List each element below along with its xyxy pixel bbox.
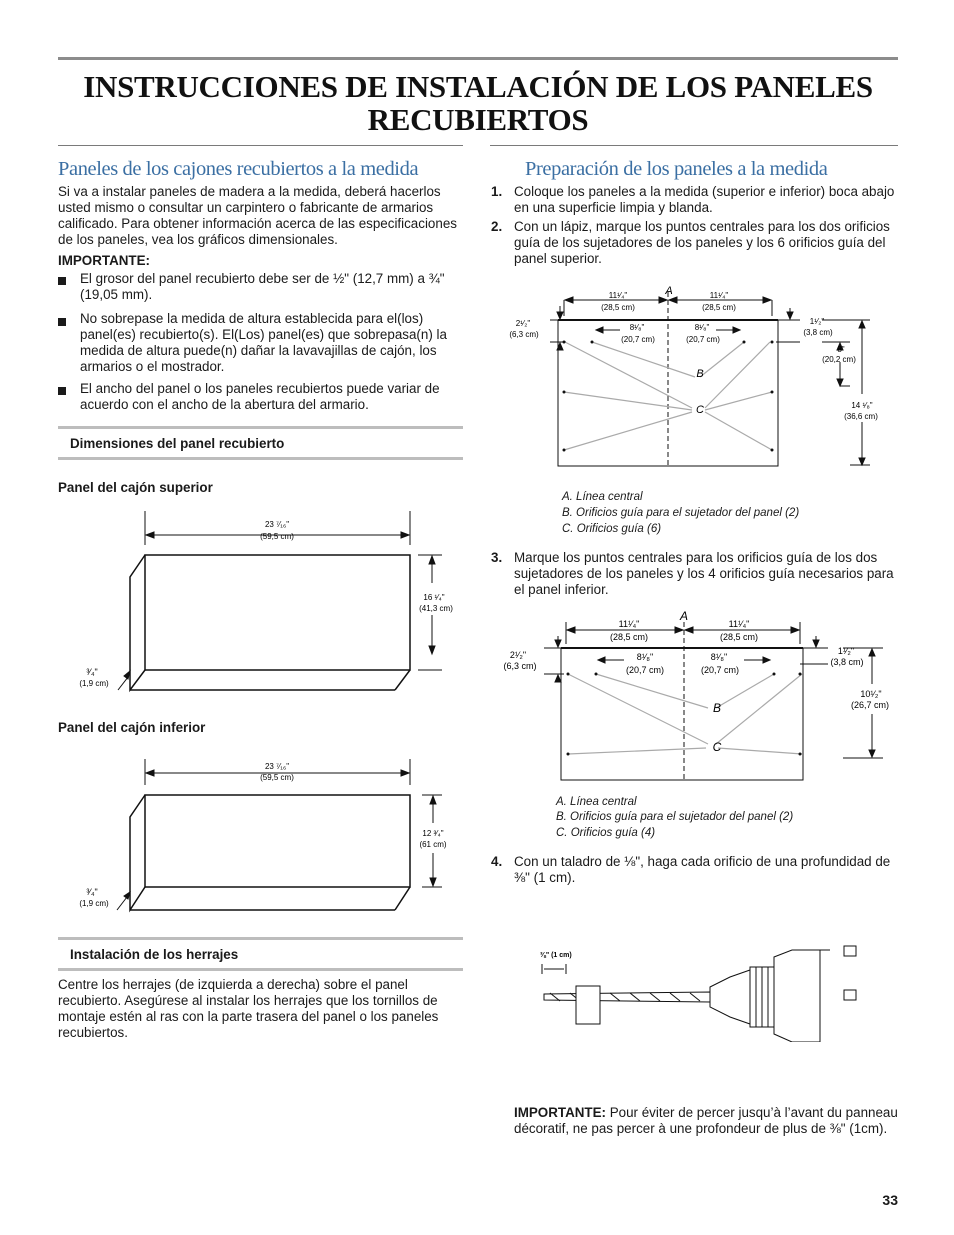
step-text: Coloque los paneles a la medida (superior e inferior) boca abajo en una superficie limpia y blanda. [514,184,895,215]
bullet-item: No sobrepase la medida de altura establecida para el(los) panel(es) recubierto(s). El(Los) panel(es) que sobrepasa(n) la medida de altura puede(n) dañar la lavavajillas de cajón, los armarios o el mostrador. [80,311,447,374]
left-heading-rule [58,145,463,146]
legend-item: A. Línea central [562,491,643,503]
d1-left-cm: (6,3 cm) [509,330,539,339]
lower-panel-diagram [70,755,470,925]
important-note [514,1105,898,1137]
d2-inner-right-cm: (20,7 cm) [700,665,740,675]
dimensions-subheading: Dimensiones del panel recubierto [70,436,285,451]
d2-right-cm: (3,8 cm) [830,657,864,667]
step-number: 3. [491,550,503,565]
upper-height-in: 16 ¹⁄₄" [423,593,445,602]
dimensions-subheading-band [58,426,463,460]
d2-label-c: C [712,740,722,754]
top-rule [58,57,898,60]
d1-right-cm: (3,8 cm) [803,328,833,337]
upper-panel-label: Panel del cajón superior [58,480,213,495]
d2-inner-left-cm: (20,7 cm) [625,665,665,675]
step-text: Con un taladro de ⅛", haga cada orificio de una profundidad de ⅜" (1 cm). [514,854,891,885]
bullet-item: El ancho del panel o los paneles recubiertos puede variar de acuerdo con el ancho de la abertura del armario. [80,381,440,412]
drill-depth-label: ⅜" (1 cm) [540,952,572,959]
d1-inner-left-cm: (20,7 cm) [621,335,655,344]
step-text: Marque los puntos centrales para los orificios guía de los dos sujetadores de los paneles y los 4 orificios guía necesarios para el panel inferior. [514,550,894,597]
lower-holes-diagram [498,608,896,784]
important-note-label: IMPORTANTE: [514,1105,606,1120]
lower-width-in: 23 ⁷⁄₁₆" [264,762,290,771]
important-note-text: Pour éviter de percer jusqu’à l’avant du panneau décoratif, ne pas percer à une profondeur de plus de ⅜" (1cm). [514,1105,898,1136]
d1-inner-left-in: 8¹⁄₈" [629,323,645,332]
d2-inner-right-in: 8¹⁄₈" [710,652,728,662]
legend-item: A. Línea central [556,796,637,808]
d2-label-a: A [679,609,689,623]
legend-item: C. Orificios guía (6) [562,523,662,535]
bullet-marker [58,318,66,326]
d1-inner-right-in: 8¹⁄₈" [694,323,710,332]
page-title: INSTRUCCIONES DE INSTALACIÓN DE LOS PANELES RECUBIERTOS [83,69,873,137]
d2-tall-cm: (26,7 cm) [850,700,890,710]
legend-item: B. Orificios guía para el sujetador del panel (2) [556,811,794,823]
d2-left-cm: (6,3 cm) [503,661,537,671]
legend-item: C. Orificios guía (4) [556,827,656,839]
d2-left-in: 2¹⁄₂" [509,650,527,660]
d1-half-right-in: 11¹⁄₄" [709,291,729,300]
intro-paragraph: Si va a instalar paneles de madera a la medida, deberá hacerlos usted mismo o consultar un carpintero o fabricante de armarios calificado. Para obtener información acerca de las especificaciones de los paneles, vea los gráficos dimensionales. [58,184,457,247]
step-number: 2. [491,219,503,234]
step-number: 4. [491,854,503,869]
d1-right-in: 1¹⁄₂" [809,317,825,326]
d2-half-right-cm: (28,5 cm) [719,632,759,642]
d2-right-in: 1¹⁄₂" [837,646,855,656]
right-section-heading: Preparación de los paneles a la medida [525,158,828,180]
d1-label-a: A [665,285,673,297]
upper-width-cm: (59,5 cm) [260,532,294,541]
upper-thick-cm: (1,9 cm) [79,679,109,688]
d1-inner-right-cm: (20,7 cm) [686,335,720,344]
d1-label-c: C [696,404,704,416]
lower-width-cm: (59,5 cm) [260,773,294,782]
hardware-subheading-band [58,937,463,971]
right-heading-rule [490,145,898,146]
d2-tall-in: 10¹⁄₂" [860,689,882,699]
d1-half-left-cm: (28,5 cm) [601,303,635,312]
bullet-item: El grosor del panel recubierto debe ser de ½" (12,7 mm) a ¾" (19,05 mm). [80,271,445,302]
drill-illustration [530,942,870,1042]
legend-item: B. Orificios guía para el sujetador del panel (2) [562,507,800,519]
upper-holes-diagram [500,282,880,470]
upper-width-in: 23 ⁷⁄₁₆" [264,520,290,529]
lower-thick-cm: (1,9 cm) [79,899,109,908]
lower-thick-in: ³⁄₄" [86,887,98,897]
d2-label-b: B [712,701,722,715]
upper-height-cm: (41,3 cm) [419,604,453,613]
d1-tall-cm: (36,6 cm) [844,412,878,421]
d2-half-right-in: 11¹⁄₄" [728,619,750,629]
important-label: IMPORTANTE: [58,253,150,268]
d2-half-left-cm: (28,5 cm) [609,632,649,642]
step-number: 1. [491,184,503,199]
d1-left-in: 2¹⁄₂" [515,319,531,328]
bullet-marker [58,277,66,285]
hardware-paragraph: Centre los herrajes (de izquierda a derecha) sobre el panel recubierto. Asegúrese al instalar los herrajes que los tornillos de montaje estén al ras con la parte trasera del panel o los paneles recubiertos. [58,977,439,1040]
lower-panel-label: Panel del cajón inferior [58,720,206,735]
hardware-subheading: Instalación de los herrajes [70,947,239,962]
left-section-heading: Paneles de los cajones recubiertos a la medida [58,158,419,180]
d1-label-b: B [696,368,704,380]
d1-half-left-in: 11¹⁄₄" [608,291,628,300]
lower-height-in: 12 ³⁄₄" [422,829,444,838]
d2-inner-left-in: 8¹⁄₈" [636,652,654,662]
lower-height-cm: (61 cm) [419,840,447,849]
page-number: 33 [882,1192,898,1208]
d1-mid-cm: (20,2 cm) [822,355,856,364]
upper-panel-diagram [70,505,470,705]
step-text: Con un lápiz, marque los puntos centrales para los dos orificios guía de los sujetadores de los paneles y los 6 orificios guía del panel superior. [514,219,890,266]
bullet-marker [58,387,66,395]
upper-thick-in: ³⁄₄" [86,667,98,677]
d1-mid-in: 8" [837,345,845,354]
d1-half-right-cm: (28,5 cm) [702,303,736,312]
d1-tall-in: 14 ¹⁄₈" [851,401,873,410]
d2-half-left-in: 11¹⁄₄" [618,619,640,629]
